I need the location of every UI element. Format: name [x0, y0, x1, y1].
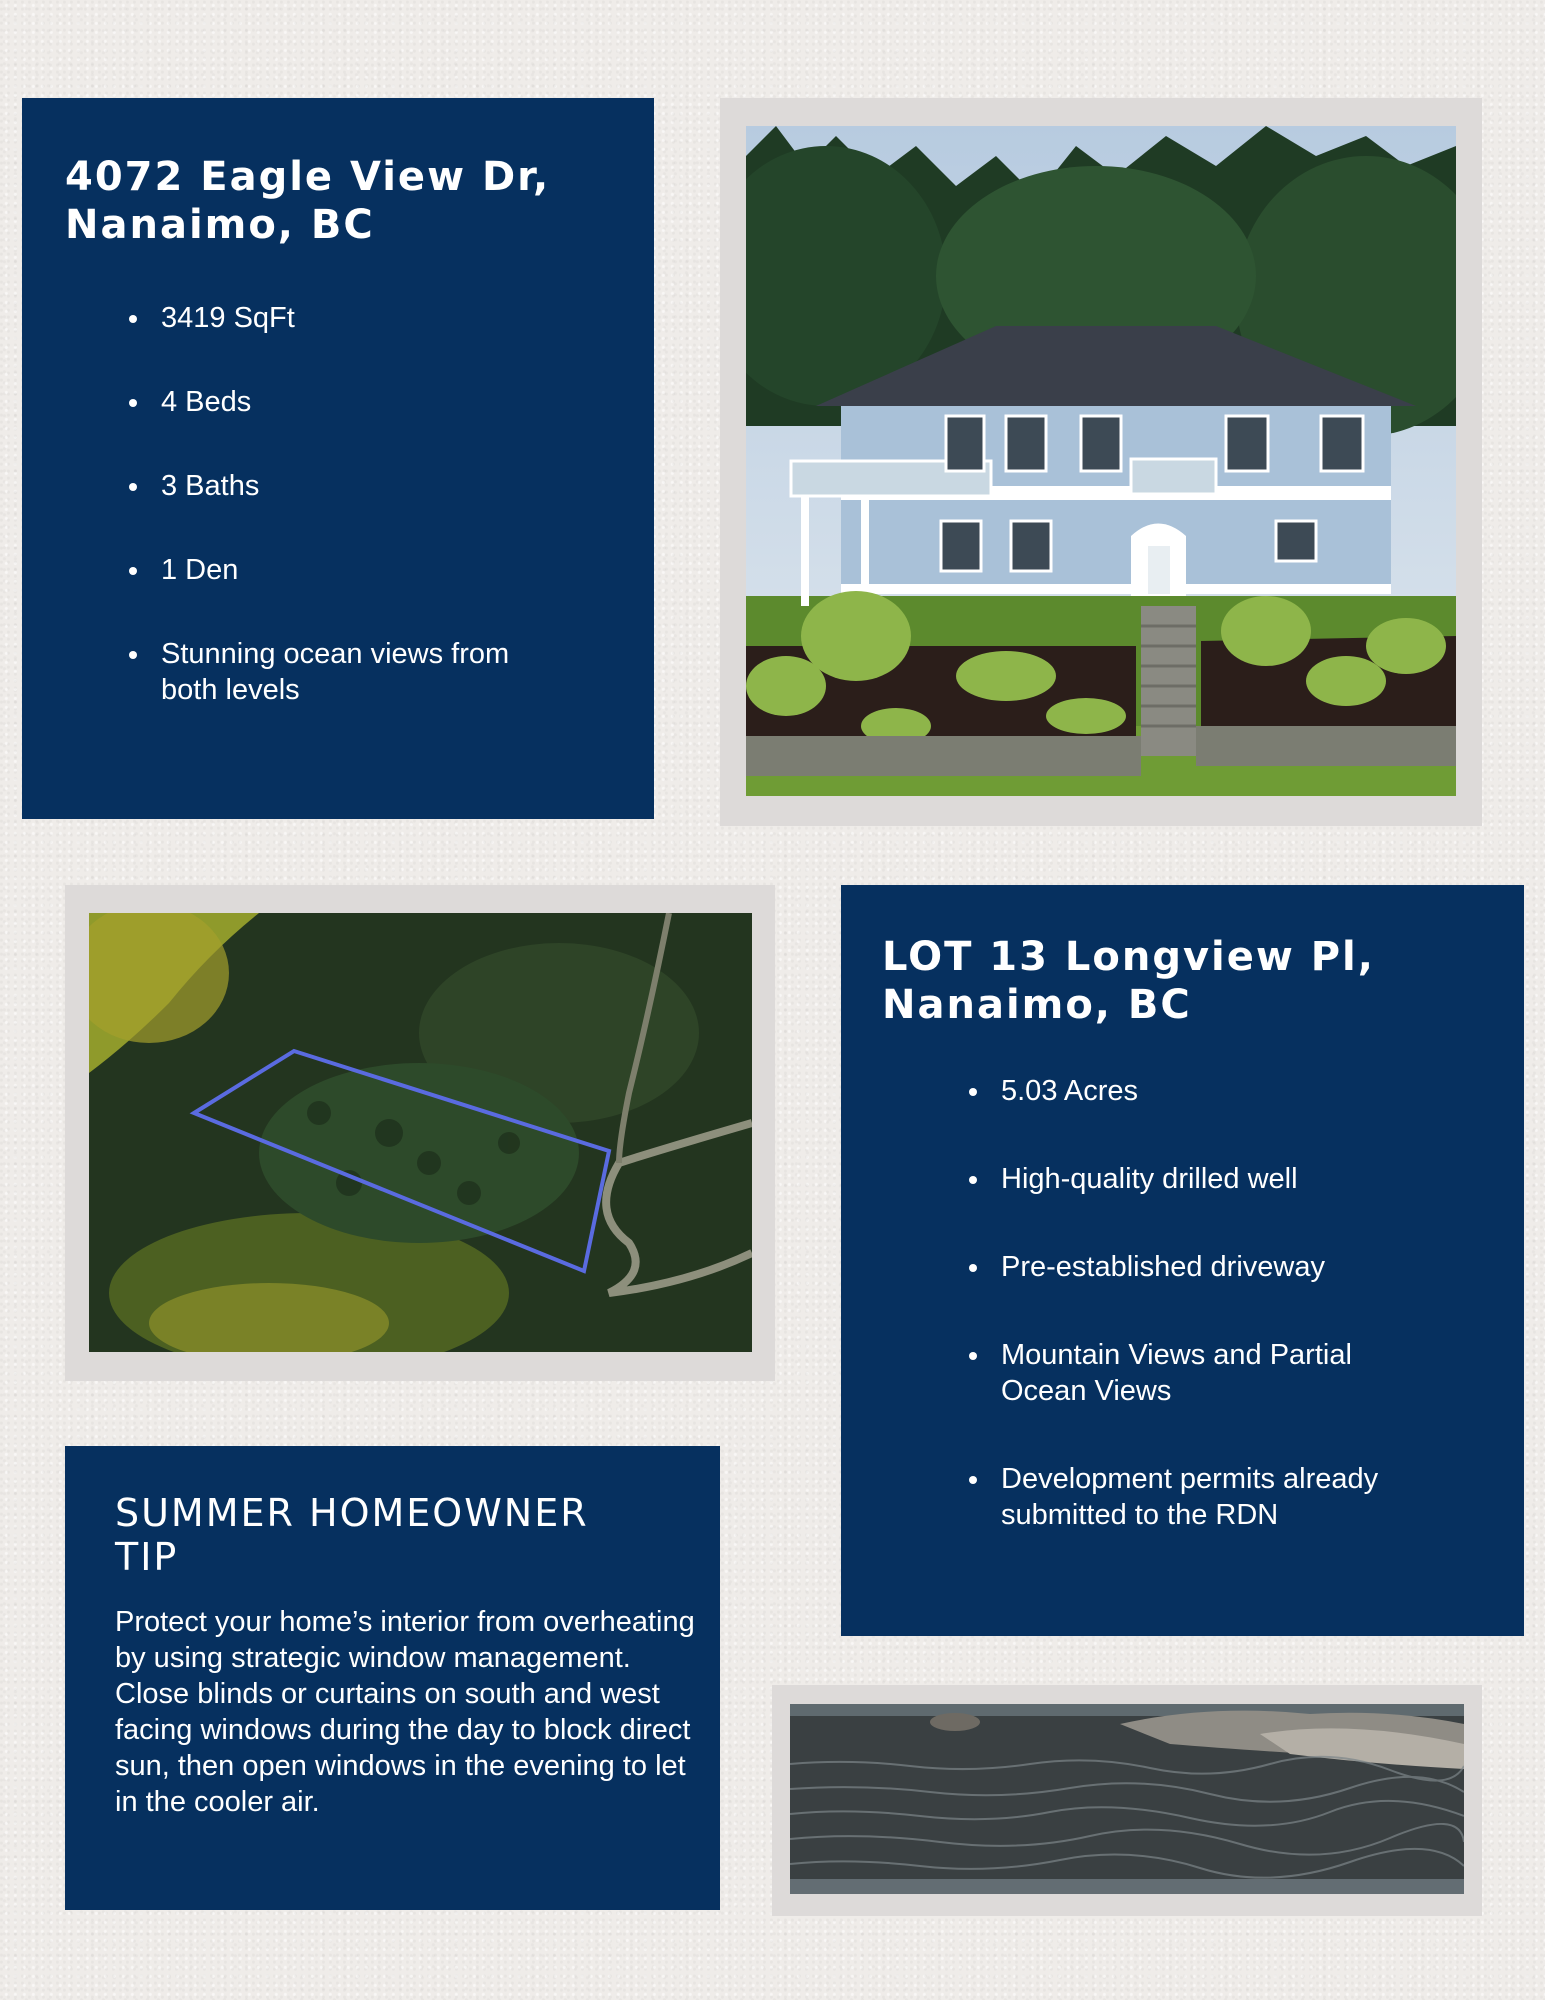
- address-line-2: Nanaimo, BC: [882, 982, 1192, 1028]
- listing-card-eagle-view: [22, 98, 654, 819]
- tip-body: Protect your home’s interior from overheating by using strategic window management. Close blinds or curtains on south and west facing windows during the day to block direct sun, then open windows in the evening to let in the cooler air.: [115, 1606, 695, 1818]
- listing-card-longview: [841, 885, 1524, 1636]
- feature-item: Pre-established driveway: [967, 1249, 1467, 1285]
- lot-aerial-photo: [89, 913, 752, 1352]
- feature-item: 1 Den: [127, 552, 567, 588]
- feature-item: High-quality drilled well: [967, 1161, 1467, 1197]
- tip-title: SUMMER HOMEOWNER TIP: [115, 1491, 589, 1579]
- listing-address: [882, 933, 1375, 1029]
- address-line-1: 4072 Eagle View Dr,: [65, 154, 551, 200]
- house-photo: [746, 126, 1456, 796]
- feature-item: 3 Baths: [127, 468, 567, 504]
- feature-item: Mountain Views and Partial Ocean Views: [967, 1337, 1391, 1409]
- water-photo: [790, 1704, 1464, 1894]
- feature-item: Stunning ocean views from both levels: [127, 636, 567, 708]
- listing-address: [65, 153, 550, 249]
- feature-list: [127, 300, 567, 708]
- feature-item: 3419 SqFt: [127, 300, 567, 336]
- summer-tip-card: [65, 1446, 720, 1910]
- feature-list: [967, 1073, 1467, 1533]
- feature-item: 4 Beds: [127, 384, 567, 420]
- feature-item: Development permits already submitted to the RDN: [967, 1461, 1441, 1533]
- address-line-1: LOT 13 Longview Pl,: [882, 934, 1375, 980]
- address-line-2: Nanaimo, BC: [65, 202, 375, 248]
- feature-item: 5.03 Acres: [967, 1073, 1467, 1109]
